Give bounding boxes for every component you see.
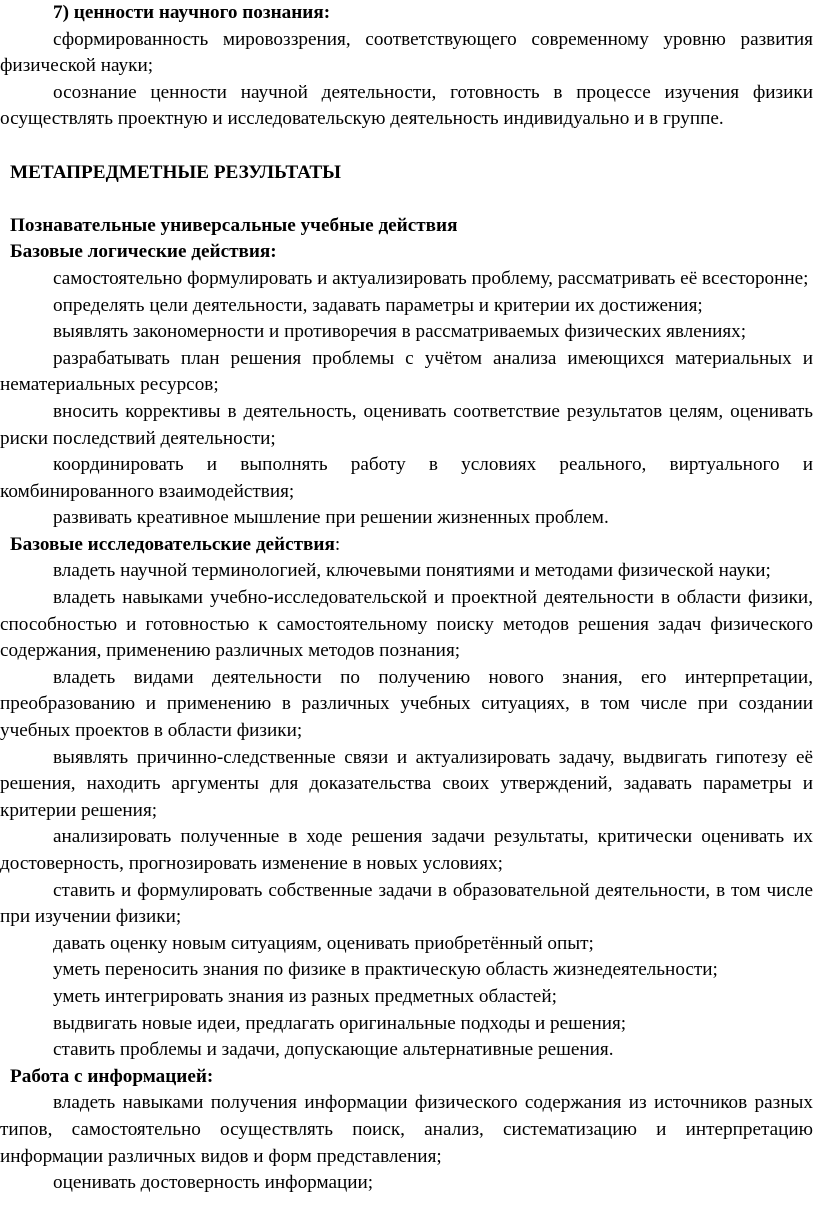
list-item: владеть видами деятельности по получению нового знания, его интерпретации, преобразованию и применению в различных учебных ситуациях, в том числе при создании учебных проектов в области физики;	[0, 666, 813, 742]
list-item: ставить и формулировать собственные задачи в образовательной деятельности, в том числе при изучении физики;	[0, 879, 813, 928]
list-item: анализировать полученные в ходе решения задачи результаты, критически оценивать их достоверность, прогнозировать изменение в новых условиях;	[0, 826, 813, 874]
list-item: выдвигать новые идеи, предлагать оригинальные подходы и решения;	[53, 1012, 627, 1034]
research-heading-text: Базовые исследовательские действия	[10, 533, 335, 555]
list-item: уметь интегрировать знания из разных предметных областей;	[53, 985, 557, 1007]
list-item: давать оценку новым ситуациям, оценивать приобретённый опыт;	[53, 932, 594, 954]
research-actions-heading	[0, 532, 813, 559]
section-7-heading: 7) ценности научного познания:	[53, 2, 331, 23]
list-item: вносить коррективы в деятельность, оценивать соответствие результатов целям, оценивать риски последствий деятельности;	[0, 400, 813, 449]
research-heading-colon: :	[334, 533, 341, 555]
list-item: выявлять закономерности и противоречия в рассматриваемых физических явлениях;	[53, 321, 747, 343]
list-item: выявлять причинно-следственные связи и актуализировать задачу, выдвигать гипотезу её решения, находить аргументы для доказательства своих утверждений, задавать параметры и критерии решения;	[0, 746, 813, 821]
list-item: самостоятельно формулировать и актуализировать проблему, рассматривать её всесторонне;	[53, 267, 809, 289]
list-item: определять цели деятельности, задавать параметры и критерии их достижения;	[53, 294, 703, 316]
list-item: координировать и выполнять работу в условиях реального, виртуального и комбинированного взаимодействия;	[0, 454, 813, 502]
cognitive-actions-title: Познавательные универсальные учебные действия	[10, 214, 458, 236]
list-item: осознание ценности научной деятельности, готовность в процессе изучения физики осуществлять проектную и исследовательскую деятельность индивидуально и в группе.	[0, 81, 813, 130]
list-item: владеть навыками учебно-исследовательской и проектной деятельности в области физики, способностью и готовностью к самостоятельному поиску методов решения задач физического содержания, применению различных методов познания;	[0, 587, 813, 662]
list-item: разрабатывать план решения проблемы с учётом анализа имеющихся материальных и нематериальных ресурсов;	[0, 347, 813, 396]
spacer	[0, 133, 813, 160]
information-work-heading: Работа с информацией:	[10, 1065, 214, 1087]
spacer	[0, 186, 813, 213]
list-item: владеть навыками получения информации физического содержания из источников разных типов, самостоятельно осуществлять поиск, анализ, систематизацию и интерпретацию информации различных видов и форм представления;	[0, 1092, 813, 1167]
list-item: сформированность мировоззрения, соответствующего современному уровню развития физической науки;	[0, 28, 813, 77]
list-item: оценивать достоверность информации;	[53, 1172, 374, 1194]
list-item: развивать креативное мышление при решении жизненных проблем.	[53, 507, 609, 529]
list-item: ставить проблемы и задачи, допускающие альтернативные решения.	[53, 1039, 614, 1061]
list-item: уметь переносить знания по физике в практическую область жизнедеятельности;	[53, 959, 718, 981]
logical-actions-heading: Базовые логические действия:	[10, 241, 277, 263]
section-title-metasubject: МЕТАПРЕДМЕТНЫЕ РЕЗУЛЬТАТЫ	[10, 161, 341, 183]
list-item: владеть научной терминологией, ключевыми понятиями и методами физической науки;	[53, 560, 771, 582]
